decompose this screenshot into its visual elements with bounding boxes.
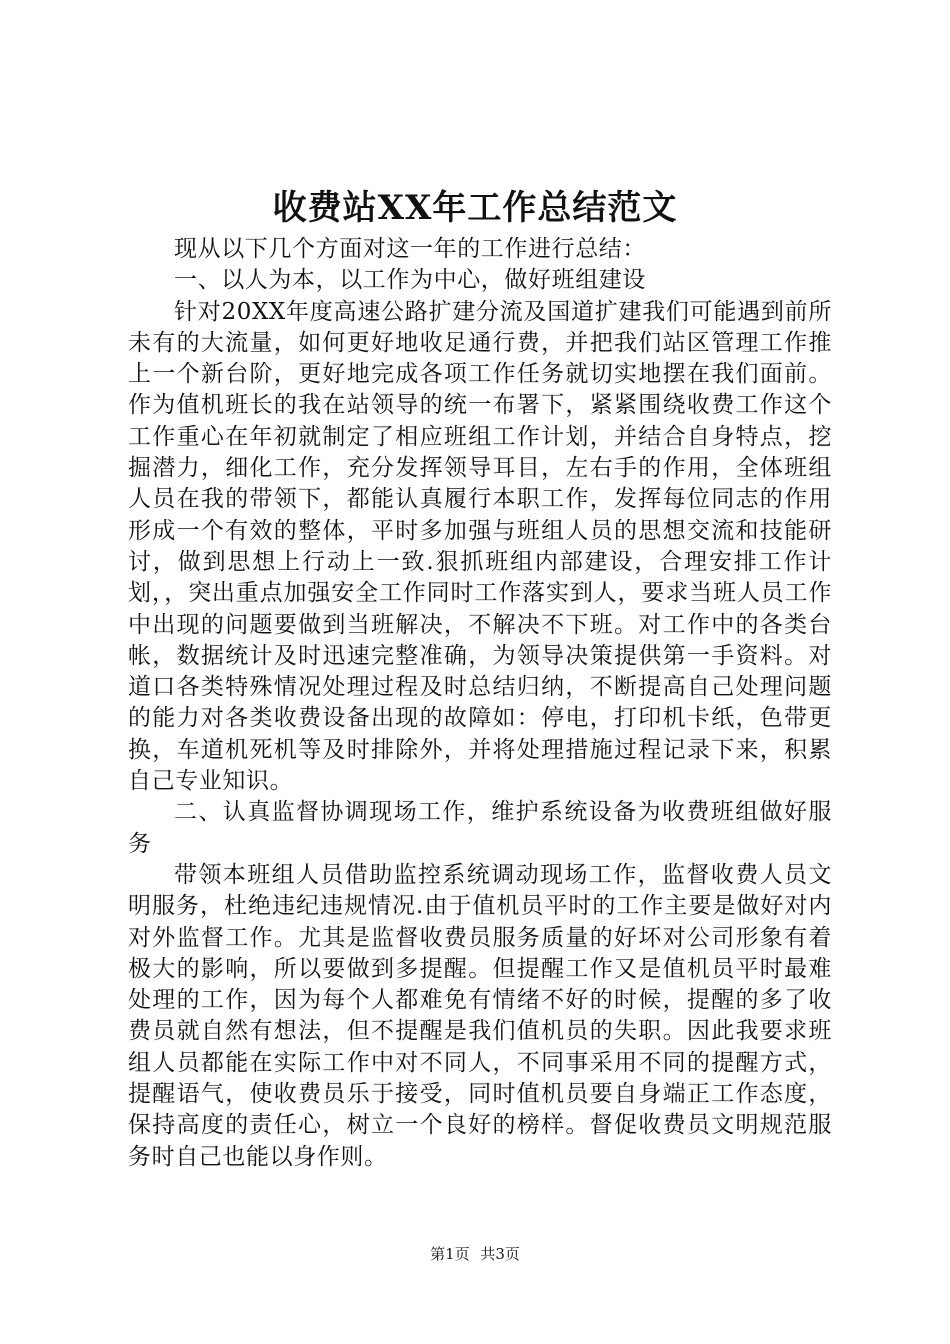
paragraph-heading-2: 二、认真监督协调现场工作，维护系统设备为收费班组做好服务 (128, 799, 832, 857)
paragraph-section-2: 带领本班组人员借助监控系统调动现场工作，监督收费人员文明服务，杜绝违纪违规情况.由于值机员平时的工作主要是做好对内对外监督工作。尤其是监督收费员服务质量的好坏对公司形象有着极大的影响，所以要做到多提醒。但提醒工作又是值机员平时最难处理的工作，因为每个人都难免有情绪不好的时候，提醒的多了收费员就自然有想法，但不提醒是我们值机员的失职。因此我要求班组人员都能在实际工作中对不同人，不同事采用不同的提醒方式，提醒语气，使收费员乐于接受，同时值机员要自身端正工作态度，保持高度的责任心，树立一个良好的榜样。督促收费员文明规范服务时自己也能以身作则。 (128, 861, 832, 1170)
paragraph-section-1: 针对20XX年度高速公路扩建分流及国道扩建我们可能遇到前所未有的大流量，如何更好地收足通行费，并把我们站区管理工作推上一个新台阶，更好地完成各项工作任务就切实地摆在我们面前。作为值机班长的我在站领导的统一布署下，紧紧围绕收费工作这个工作重心在年初就制定了相应班组工作计划，并结合自身特点，挖掘潜力，细化工作，充分发挥领导耳目，左右手的作用，全体班组人员在我的带领下，都能认真履行本职工作，发挥每位同志的作用形成一个有效的整体，平时多加强与班组人员的思想交流和技能研讨，做到思想上行动上一致.狠抓班组内部建设，合理安排工作计划，，突出重点加强安全工作同时工作落实到人，要求当班人员工作中出现的问题要做到当班解决，不解决不下班。对工作中的各类台帐，数据统计及时迅速完整准确，为领导决策提供第一手资料。对道口各类特殊情况处理过程及时总结归纳，不断提高自己处理问题的能力对各类收费设备出现的故障如：停电，打印机卡纸，色带更换，车道机死机等及时排除外，并将处理措施过程记录下来，积累自己专业知识。 (128, 298, 832, 795)
paragraph-intro: 现从以下几个方面对这一年的工作进行总结： (174, 236, 646, 262)
page-footer (0, 1244, 950, 1264)
page-total: 共3页 (480, 1245, 520, 1263)
paragraph-heading-1: 一、以人为本，以工作为中心，做好班组建设 (174, 267, 646, 294)
document-body (128, 234, 832, 1173)
document-title: 收费站XX年工作总结范文 (272, 188, 678, 228)
page-number: 第1页 (430, 1245, 470, 1263)
